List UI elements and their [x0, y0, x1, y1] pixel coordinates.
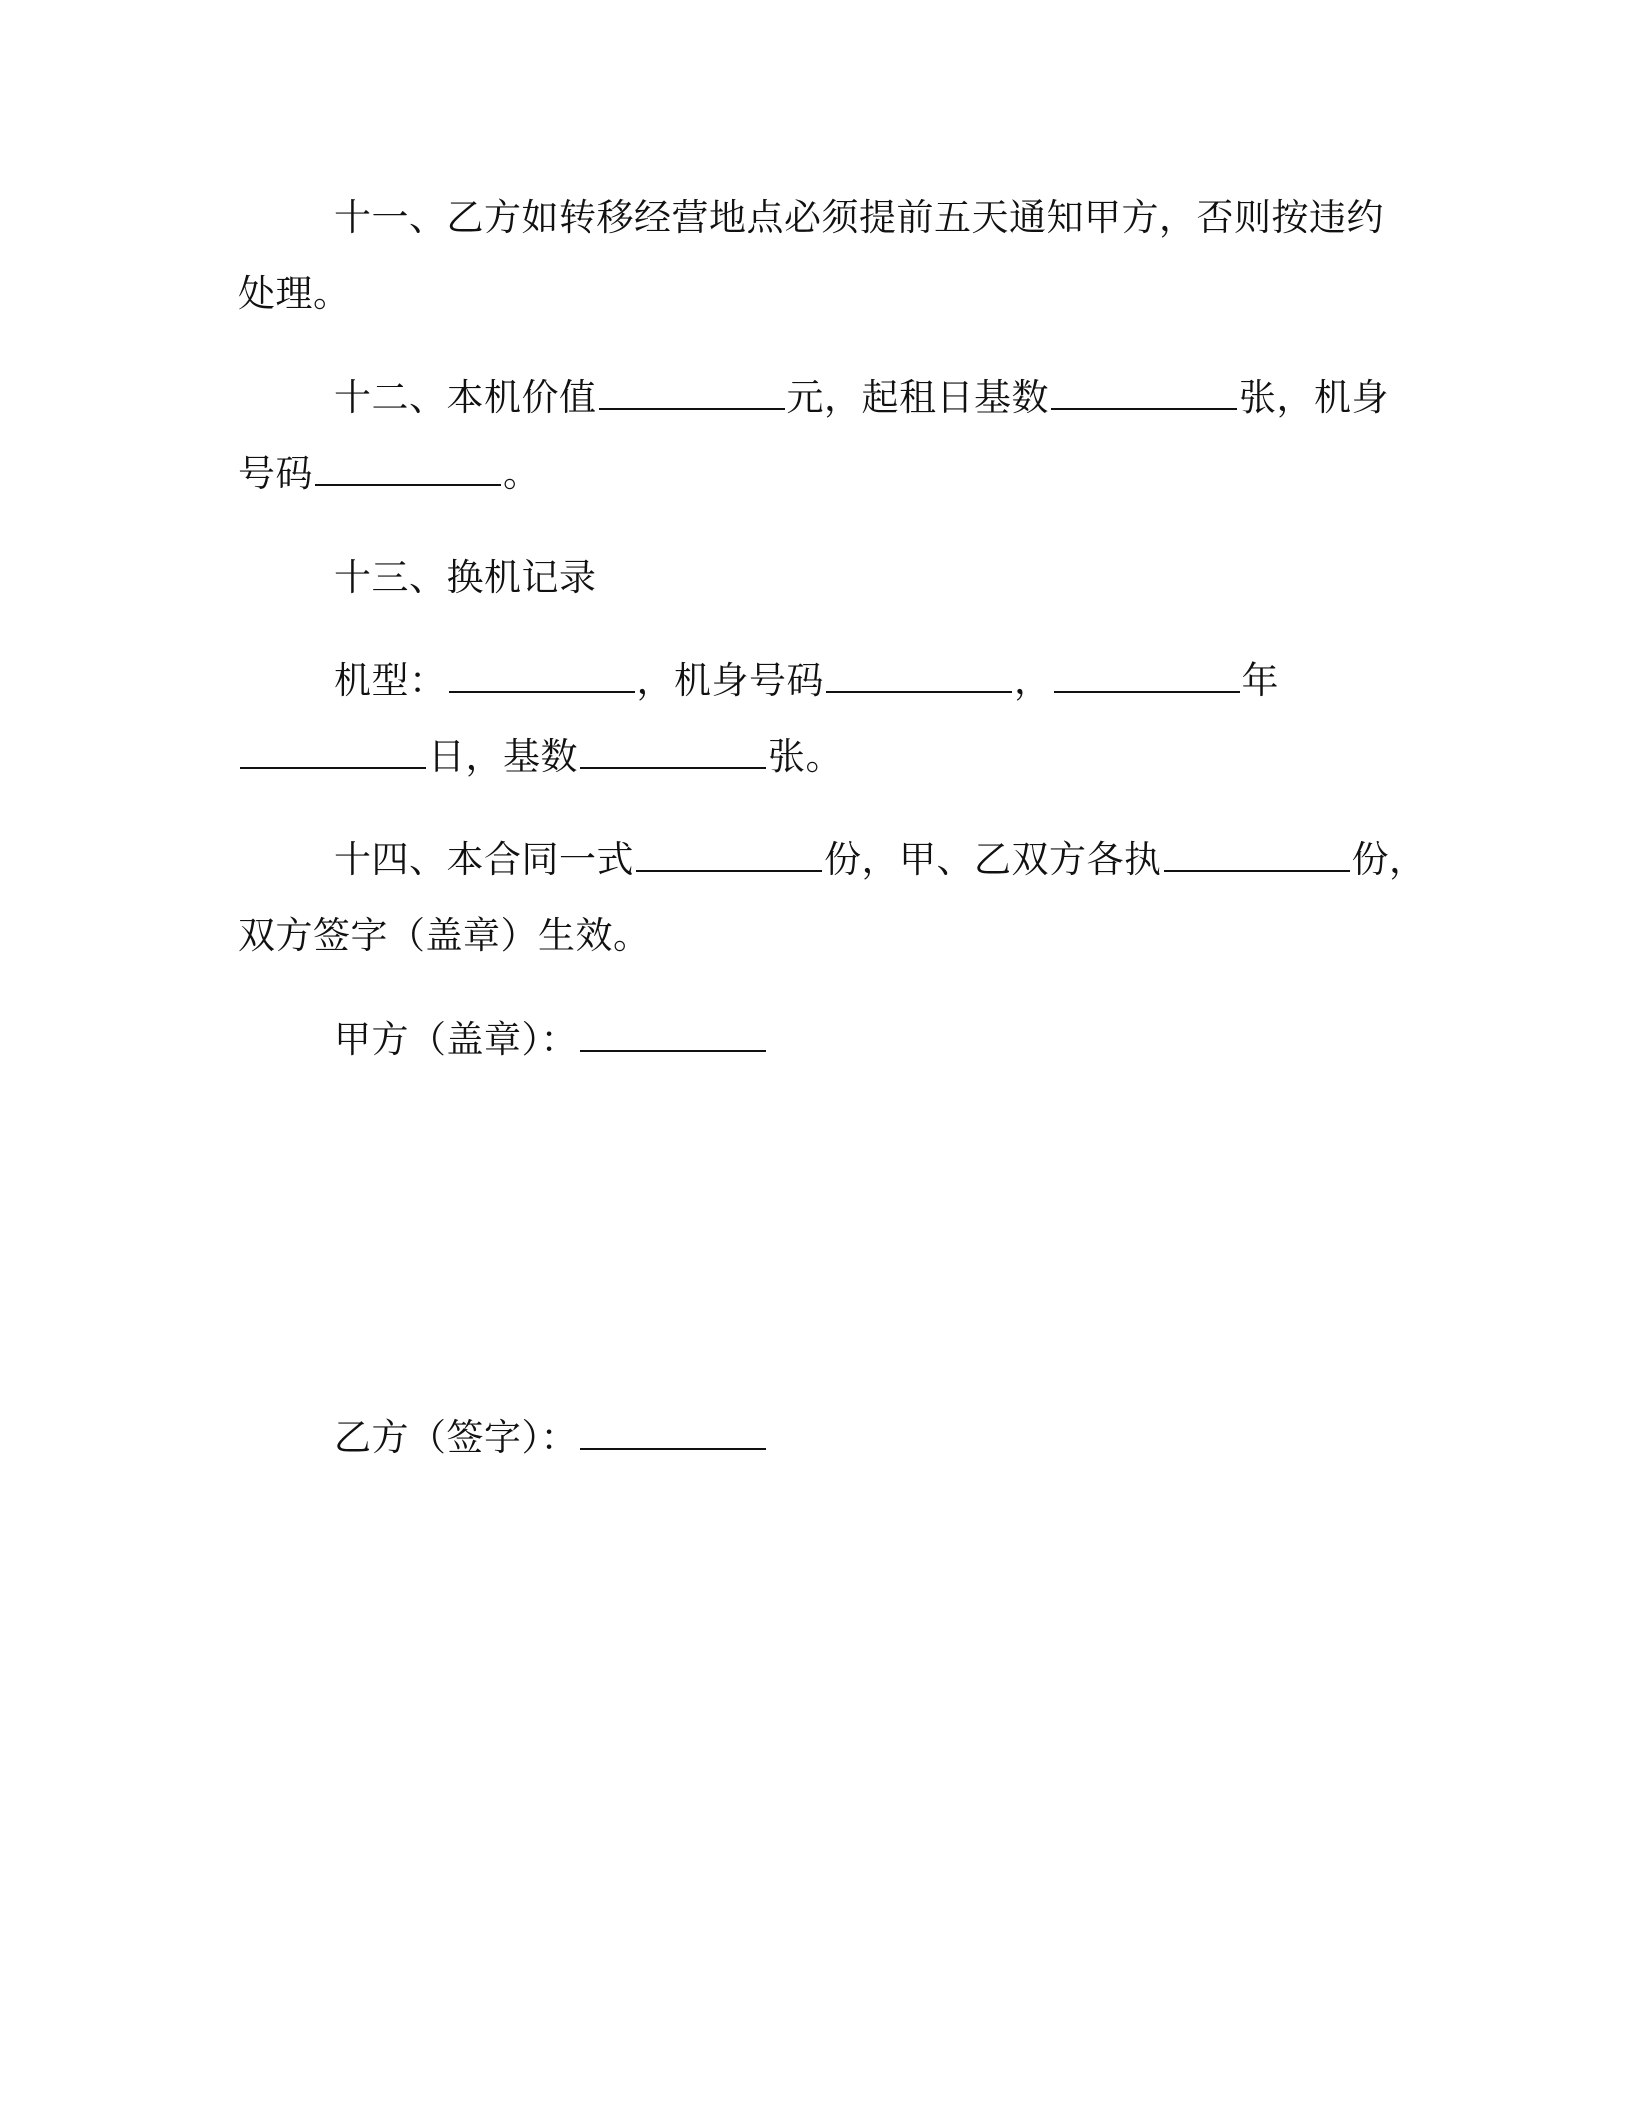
party-b-line: [238, 1400, 1418, 1476]
copies-each-blank[interactable]: [1164, 840, 1350, 872]
party-a-signature: [238, 1002, 1418, 1078]
model-blank[interactable]: [449, 661, 635, 693]
serial-number-blank[interactable]: [315, 454, 501, 486]
clause-11: [238, 180, 1418, 332]
clause-13-title: 十三、换机记录: [334, 556, 597, 599]
clause-12-text-1: 十二、本机价值: [334, 376, 597, 419]
clause-13-text-2: ，机身号码: [636, 659, 824, 702]
clause-14-line-2: 双方签字（盖章）生效。: [238, 914, 651, 957]
clause-12-text-5: 。: [503, 452, 541, 495]
clause-12-text-4: 号码: [238, 452, 313, 495]
clause-13: [238, 540, 1418, 616]
clause-13-line-2: [238, 719, 1418, 795]
count-blank[interactable]: [580, 737, 766, 769]
clause-14-text-3: 份，: [1351, 838, 1427, 881]
day-blank[interactable]: [240, 737, 426, 769]
clause-11-line-1: 十一、乙方如转移经营地点必须提前五天通知甲方，否则按违约: [334, 196, 1384, 239]
year-blank[interactable]: [1054, 661, 1240, 693]
clause-14-text-1: 十四、本合同一式: [334, 838, 634, 881]
party-b-blank[interactable]: [580, 1418, 766, 1450]
start-count-blank[interactable]: [1051, 378, 1237, 410]
clause-12-text-2: 元，起租日基数: [786, 376, 1049, 419]
machine-value-blank[interactable]: [599, 378, 785, 410]
clause-12: [238, 360, 1418, 512]
clause-13-record: [238, 643, 1418, 795]
clause-14: [238, 822, 1427, 974]
clause-12-line-2: [238, 436, 1418, 512]
clause-14-text-2: 份，甲、乙双方各执: [824, 838, 1162, 881]
clause-13-text-1: 机型：: [334, 659, 447, 702]
clause-14-line-1: [238, 822, 1427, 898]
clause-13-text-6: 张。: [768, 735, 843, 778]
clause-13-line-1: [238, 643, 1418, 719]
party-b-label: 乙方（签字）：: [334, 1416, 578, 1459]
party-b-signature: [238, 1400, 1418, 1476]
clause-12-line-1: [238, 360, 1418, 436]
copies-total-blank[interactable]: [636, 840, 822, 872]
clause-12-text-3: 张，机身: [1239, 376, 1389, 419]
party-a-line: [238, 1002, 1418, 1078]
new-serial-blank[interactable]: [826, 661, 1012, 693]
clause-11-line-2: 处理。: [238, 272, 351, 315]
clause-13-text-5: 日，基数: [428, 735, 578, 778]
party-a-label: 甲方（盖章）：: [334, 1018, 578, 1061]
party-a-blank[interactable]: [580, 1020, 766, 1052]
clause-13-text-3: ，: [1014, 659, 1052, 702]
clause-13-text-4: 年: [1241, 659, 1279, 702]
